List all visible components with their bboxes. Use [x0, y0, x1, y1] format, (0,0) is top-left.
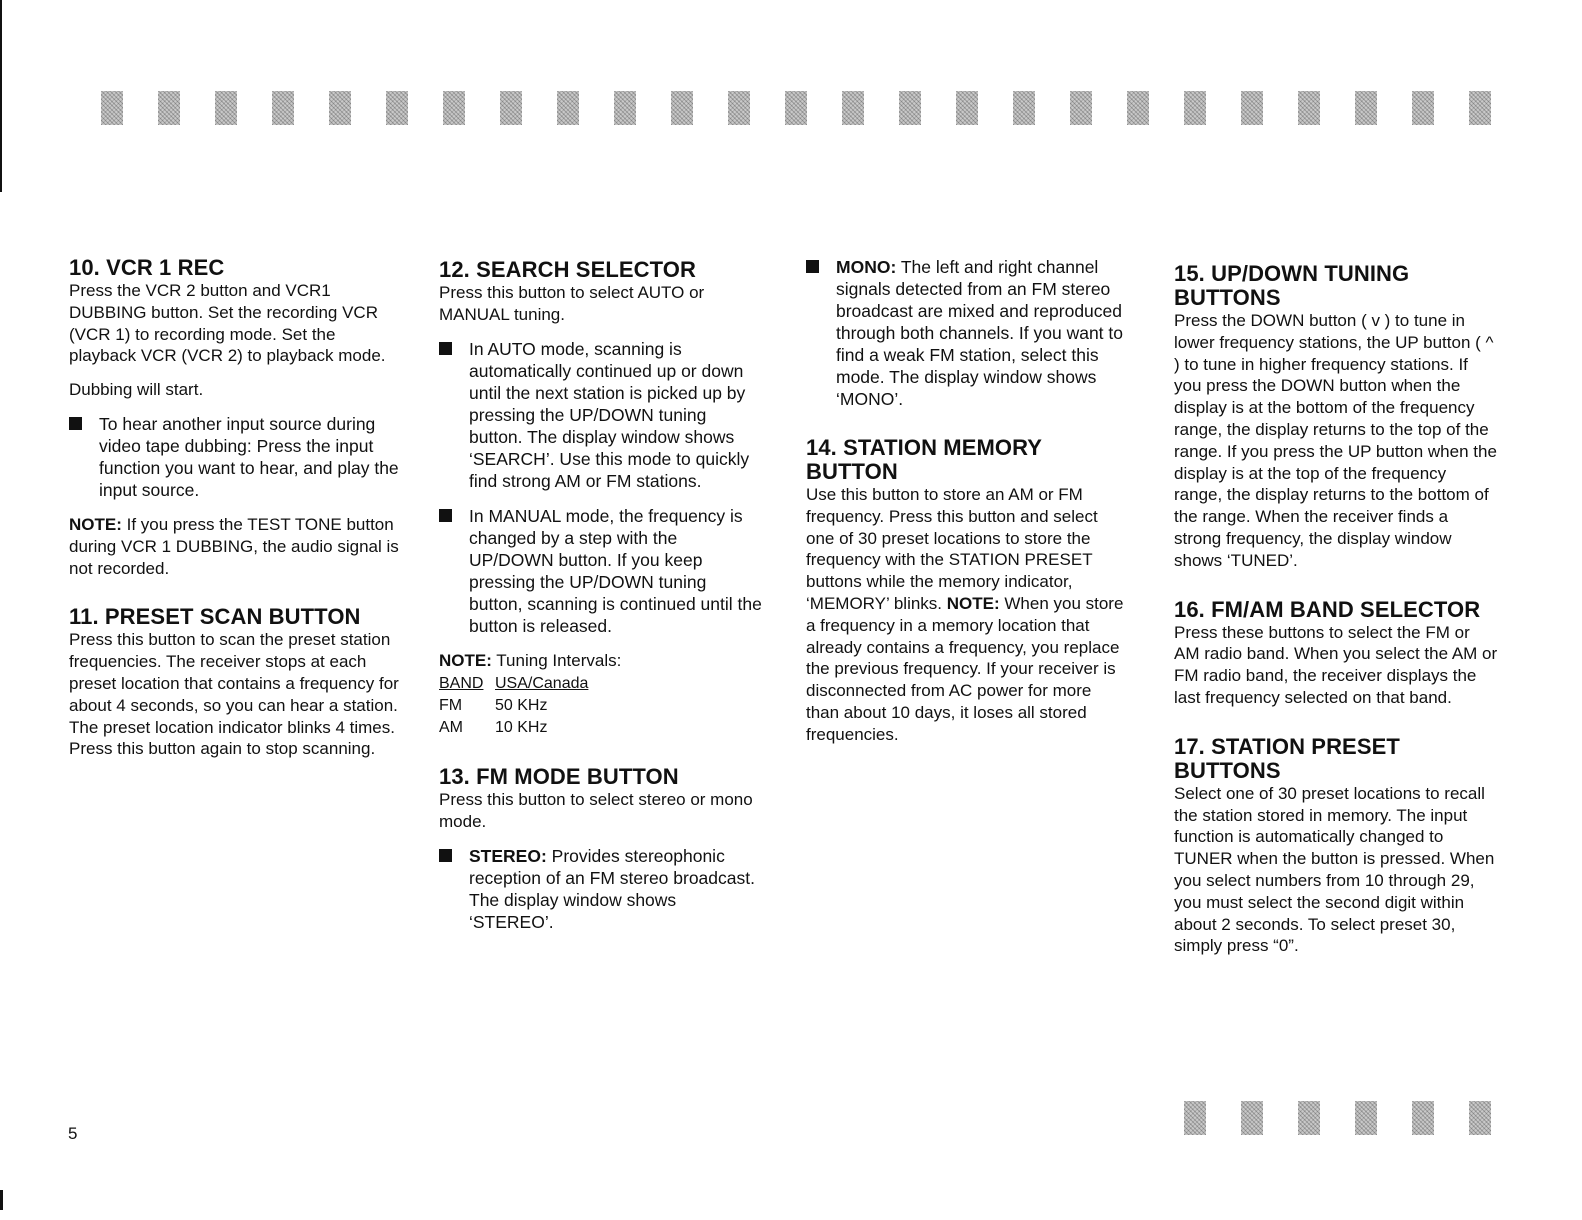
decorative-square [557, 91, 579, 125]
column-2 [439, 258, 764, 951]
bullet-square-icon [806, 260, 819, 273]
section-heading: 14. STATION MEMORY BUTTON [806, 435, 1042, 484]
tuning-intervals-table [439, 673, 588, 739]
decorative-square [1298, 1101, 1320, 1135]
section-13-fm-mode [439, 765, 764, 933]
decorative-square [1241, 1101, 1263, 1135]
decorative-square [1355, 91, 1377, 125]
footer-decorative-squares [1184, 1101, 1491, 1135]
bullet-text: The left and right channel signals detected from an FM stereo broadcast are mixed and reproduced through both channels. If you want to find a weak FM station, select this mode. The display window shows ‘MONO’. [836, 257, 1123, 409]
scan-edge-mark-top [0, 0, 2, 192]
section-paragraph: Press this button to select AUTO or MANUAL tuning. [439, 283, 705, 324]
note-paragraph [69, 514, 399, 579]
decorative-square [215, 91, 237, 125]
column-1 [69, 256, 399, 778]
bullet-item [439, 505, 764, 637]
section-heading: 16. FM/AM BAND SELECTOR [1174, 596, 1481, 622]
decorative-square [1469, 91, 1491, 125]
section-14-station-memory [806, 436, 1126, 746]
decorative-square [1184, 1101, 1206, 1135]
table-header-band: BAND [439, 675, 484, 693]
decorative-square [671, 91, 693, 125]
decorative-square [899, 91, 921, 125]
section-heading: 17. STATION PRESET BUTTONS [1174, 733, 1400, 783]
bullet-label: MONO: [836, 257, 897, 277]
section-heading: 15. UP/DOWN TUNING BUTTONS [1174, 261, 1410, 310]
decorative-square [785, 91, 807, 125]
section-17-station-preset [1174, 735, 1499, 957]
decorative-square [1355, 1101, 1377, 1135]
bullet-text: In MANUAL mode, the frequency is changed by a step with the UP/DOWN button. If you keep pressing the UP/DOWN tuning button, scanning is continued until the button is released. [469, 505, 762, 636]
note-label: NOTE: [439, 650, 492, 670]
table-cell: 50 KHz [495, 697, 548, 715]
header-decorative-squares [101, 91, 1491, 125]
note-label: NOTE: [946, 593, 1000, 613]
note-text: If you press the TEST TONE button during VCR 1 DUBBING, the audio signal is not recorded. [69, 514, 399, 578]
scan-edge-mark-bottom [0, 1190, 3, 1210]
note-text: Tuning Intervals: [491, 650, 622, 670]
decorative-square [1241, 91, 1263, 125]
decorative-square [500, 91, 522, 125]
bullet-item [439, 338, 764, 492]
note-paragraph [439, 650, 764, 672]
decorative-square [1412, 1101, 1434, 1135]
bullet-square-icon [439, 342, 452, 355]
section-heading: 11. PRESET SCAN BUTTON [69, 604, 361, 630]
decorative-square [1184, 91, 1206, 125]
decorative-square [1412, 91, 1434, 125]
bullet-square-icon [69, 417, 82, 430]
paragraph-text: Use this button to store an AM or FM frequency. Press this button and select one of 30 preset locations to store the frequency with the STATION PRESET buttons while the memory indicator, ‘MEMORY’ blinks. [806, 485, 1098, 613]
bullet-text: To hear another input source during video tape dubbing: Press the input function you want to hear, and play the input source. [99, 413, 399, 500]
bullet-label: STEREO: [469, 845, 547, 866]
section-11-preset-scan [69, 605, 399, 760]
bullet-text: Provides stereophonic reception of an FM stereo broadcast. The display window shows ‘STEREO’. [469, 845, 755, 932]
section-15-up-down-tuning [1174, 262, 1499, 572]
bullet-square-icon [439, 849, 452, 862]
decorative-square [101, 91, 123, 125]
decorative-square [386, 91, 408, 125]
section-heading: 12. SEARCH SELECTOR [439, 257, 696, 282]
bullet-text: In AUTO mode, scanning is automatically continued up or down until the next station is picked up by pressing the UP/DOWN tuning button. The display window shows ‘SEARCH’. Use this mode to quickly find strong AM or FM stations. [469, 338, 750, 491]
decorative-square [1127, 91, 1149, 125]
section-paragraph [806, 484, 1126, 746]
column-3 [806, 256, 1126, 764]
bullet-item [69, 413, 399, 501]
section-paragraph: Dubbing will start. [69, 380, 204, 400]
bullet-item-mono [806, 256, 1126, 410]
decorative-square [1298, 91, 1320, 125]
table-cell: FM [439, 697, 463, 715]
decorative-square [443, 91, 465, 125]
section-16-fm-am-band [1174, 598, 1499, 709]
section-paragraph: Select one of 30 preset locations to recall the station stored in memory. The input function is automatically changed to TUNER when the button is pressed. When you select numbers from 10 through 29, you must select the second digit within about 2 seconds. To select preset 30, simply press “0”. [1174, 783, 1495, 956]
section-paragraph: Press this button to select stereo or mono mode. [439, 790, 753, 832]
page-number: 5 [68, 1124, 78, 1143]
decorative-square [272, 91, 294, 125]
decorative-square [956, 91, 978, 125]
decorative-square [158, 91, 180, 125]
section-12-search-selector [439, 258, 764, 739]
table-cell: AM [439, 719, 463, 737]
bullet-item [439, 845, 764, 933]
table-row [439, 695, 588, 717]
section-paragraph: Press the DOWN button ( v ) to tune in lower frequency stations, the UP button ( ^ ) to tune in higher frequency stations. If you press the DOWN button when the display is at the bottom of the frequency range, the display returns to the top of the range. If you press the UP button when the display is at the top of the frequency range, the display returns to the bottom of the range. When the receiver finds a strong frequency, the display window shows ‘TUNED’. [1174, 311, 1497, 570]
section-paragraph: Press this button to scan the preset station frequencies. The receiver stops at each preset location that contains a frequency for about 4 seconds, so you can hear a station. The preset location indicator blinks 4 times. Press this button again to stop scanning. [69, 630, 399, 759]
section-heading: 13. FM MODE BUTTON [439, 764, 679, 790]
bullet-square-icon [439, 509, 452, 522]
section-paragraph: Press these buttons to select the FM or AM radio band. When you select the AM or FM radio band, the receiver displays the last frequency selected on that band. [1174, 622, 1498, 707]
decorative-square [1070, 91, 1092, 125]
column-4 [1174, 262, 1499, 975]
note-label: NOTE: [69, 514, 122, 534]
decorative-square [728, 91, 750, 125]
section-10-vcr1-rec [69, 256, 399, 579]
decorative-square [614, 91, 636, 125]
table-cell: 10 KHz [495, 719, 548, 737]
table-row [439, 717, 588, 739]
decorative-square [1469, 1101, 1491, 1135]
section-paragraph: Press the VCR 2 button and VCR1 DUBBING button. Set the recording VCR (VCR 1) to recording mode. Set the playback VCR (VCR 2) to playback mode. [69, 281, 386, 366]
decorative-square [1013, 91, 1035, 125]
decorative-square [842, 91, 864, 125]
table-header-row [439, 673, 588, 695]
decorative-square [329, 91, 351, 125]
note-text: When you store a frequency in a memory location that already contains a frequency, you replace the previous frequency. If your receiver is disconnected from AC power for more than about 10 days, it loses all stored frequencies. [806, 593, 1124, 744]
section-heading: 10. VCR 1 REC [69, 255, 225, 280]
table-header-region: USA/Canada [495, 675, 589, 693]
